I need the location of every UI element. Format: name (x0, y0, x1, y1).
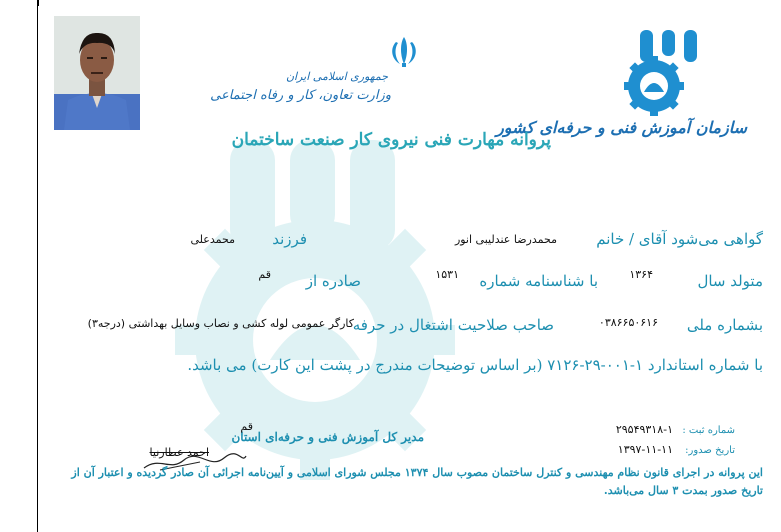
gov-name: جمهوری اسلامی ایران (285, 70, 388, 83)
birth-year-label: متولد سال (697, 272, 763, 290)
child-of-label: فرزند (272, 230, 307, 248)
holder-label: گواهی می‌شود آقای / خانم (596, 230, 763, 248)
issue-date-label: تاریخ صدور: (685, 445, 735, 456)
organization-name: سازمان آموزش فنی و حرفه‌ای کشور (496, 118, 747, 137)
id-number: ۱۵۳۱ (435, 268, 459, 281)
tvto-logo-icon (612, 28, 718, 118)
holder-name: محمدرضا عندلیبی انور (454, 233, 557, 246)
page-margin-line (37, 0, 38, 532)
registration-label: شماره ثبت : (682, 425, 735, 436)
certificate-title: پروانه مهارت فنی نیروی کار صنعت ساختمان (231, 130, 551, 150)
birth-year: ۱۳۶۴ (629, 268, 653, 281)
father-name: محمدعلی (190, 233, 235, 246)
standard-text: با شماره استاندارد ۱-۰۰۱-۲۹-۷۱۲۶ (بر اساس توضیحات مندرج در پشت این کارت) می باشد. (187, 356, 763, 374)
trade-title: کارگر عمومی لوله کشی و نصاب وسایل بهداشتی (درجه۳) (87, 317, 354, 330)
registration-number: ۲۹۵۴۹۳۱۸-۱ (615, 423, 673, 436)
iran-emblem-icon (387, 34, 421, 68)
director-title: مدیر کل آموزش فنی و حرفه‌ای استان (231, 430, 424, 444)
legal-note-line2: تاریخ صدور بمدت ۳ سال می‌باشد. (603, 484, 763, 497)
issue-date: ۱۳۹۷-۱۱-۱۱ (617, 443, 673, 456)
id-number-label: با شناسنامه شماره (479, 272, 598, 290)
holder-photo (54, 16, 140, 130)
page-edge-mark (37, 0, 39, 6)
signer-name: احمد عطارنیا (149, 446, 209, 459)
issued-from: قم (258, 268, 271, 281)
ministry-name: وزارت تعاون، کار و رفاه اجتماعی (210, 88, 391, 103)
national-code: ۰۳۸۶۶۵۰۶۱۶ (598, 316, 658, 329)
province-name: قم (240, 420, 253, 433)
issued-from-label: صادره از (305, 272, 361, 290)
legal-note-line1: این پروانه در اجرای قانون نظام مهندسی و کنترل ساختمان مصوب سال ۱۳۷۴ مجلس شورای اسلامی و آیین‌نامه اجرائی آن صادر گردیده و اعتبار آن از (71, 466, 763, 479)
competency-label: صاحب صلاحیت اشتغال در حرفه (352, 316, 554, 334)
national-code-label: بشماره ملی (686, 316, 763, 334)
